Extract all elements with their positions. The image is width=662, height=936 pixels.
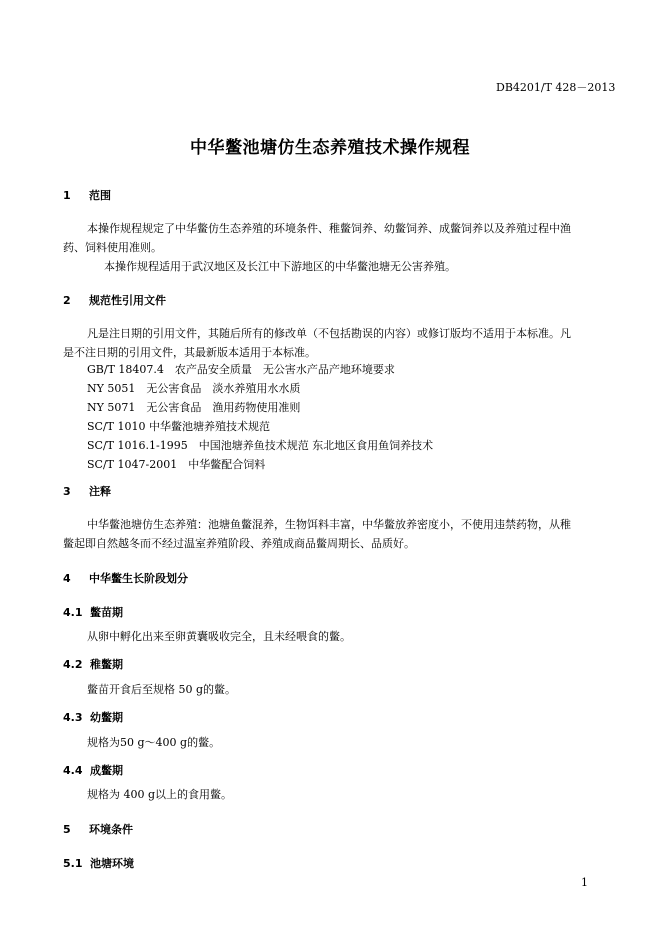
section-number: 3 — [63, 485, 71, 498]
reference-item: SC/T 1016.1-1995 中国池塘养鱼技术规范 东北地区食用鱼饲养技术 — [87, 439, 434, 452]
section-3-paragraph-line-2: 鳖起即自然越冬而不经过温室养殖阶段、养殖成商品鳖周期长、品质好。 — [63, 537, 415, 550]
section-title: 范围 — [89, 189, 111, 202]
subsection-title: 成鳖期 — [90, 764, 123, 777]
section-2-paragraph-line-1: 凡是注日期的引用文件，其随后所有的修改单（不包括勘误的内容）或修订版均不适用于本标准。凡 — [87, 327, 571, 340]
section-title: 中华鳖生长阶段划分 — [89, 572, 188, 585]
subsection-heading — [63, 656, 123, 672]
document-title: 中华鳖池塘仿生态养殖技术操作规程 — [190, 138, 470, 158]
reference-item: SC/T 1010 中华鳖池塘养殖技术规范 — [87, 420, 270, 433]
section-number: 5 — [63, 823, 71, 836]
subsection-heading — [63, 604, 123, 620]
reference-item: NY 5051 无公害食品 淡水养殖用水水质 — [87, 382, 301, 395]
section-1-paragraph-2: 本操作规程适用于武汉地区及长江中下游地区的中华鳖池塘无公害养殖。 — [104, 260, 456, 273]
reference-item: NY 5071 无公害食品 渔用药物使用准则 — [87, 401, 301, 414]
section-3-paragraph-line-1: 中华鳖池塘仿生态养殖：池塘鱼鳖混养，生物饵料丰富，中华鳖放养密度小，不使用违禁药物，从稚 — [87, 518, 571, 531]
subsection-title: 稚鳖期 — [90, 658, 123, 671]
subsection-title: 幼鳖期 — [90, 711, 123, 724]
standard-code: DB4201/T 428－2013 — [496, 81, 616, 94]
subsection-heading — [63, 709, 123, 725]
section-4-heading — [63, 570, 188, 586]
section-title: 注释 — [89, 485, 111, 498]
subsection-number: 4.2 — [63, 658, 83, 671]
subsection-title: 池塘环境 — [90, 857, 134, 870]
section-1-paragraph-1-line-1: 本操作规程规定了中华鳖仿生态养殖的环境条件、稚鳖饲养、幼鳖饲养、成鳖饲养以及养殖过程中渔 — [87, 222, 571, 235]
subsection-number: 5.1 — [63, 857, 83, 870]
subsection-number: 4.4 — [63, 764, 83, 777]
subsection-number: 4.3 — [63, 711, 83, 724]
section-2-heading — [63, 292, 166, 308]
section-5-heading — [63, 821, 133, 837]
subsection-number: 4.1 — [63, 606, 83, 619]
section-2-paragraph-line-2: 是不注日期的引用文件，其最新版本适用于本标准。 — [63, 346, 316, 359]
subsection-text: 鳖苗开食后至规格 50 g的鳖。 — [87, 683, 237, 696]
section-3-heading — [63, 483, 111, 499]
section-title: 环境条件 — [89, 823, 133, 836]
section-1-heading — [63, 187, 111, 203]
subsection-text: 规格为 400 g以上的食用鳖。 — [87, 788, 233, 801]
reference-item: GB/T 18407.4 农产品安全质量 无公害水产品产地环境要求 — [87, 363, 395, 376]
reference-item: SC/T 1047-2001 中华鳖配合饲料 — [87, 458, 266, 471]
subsection-title: 鳖苗期 — [90, 606, 123, 619]
section-number: 2 — [63, 294, 71, 307]
section-number: 1 — [63, 189, 71, 202]
subsection-text: 规格为50 g～400 g的鳖。 — [87, 736, 221, 749]
subsection-text: 从卵中孵化出来至卵黄囊吸收完全，且未经喂食的鳖。 — [87, 630, 351, 643]
section-number: 4 — [63, 572, 71, 585]
subsection-heading — [63, 855, 134, 871]
page-number: 1 — [581, 876, 588, 889]
section-1-paragraph-1-line-2: 药、饲料使用准则。 — [63, 241, 162, 254]
section-title: 规范性引用文件 — [89, 294, 166, 307]
subsection-heading — [63, 762, 123, 778]
